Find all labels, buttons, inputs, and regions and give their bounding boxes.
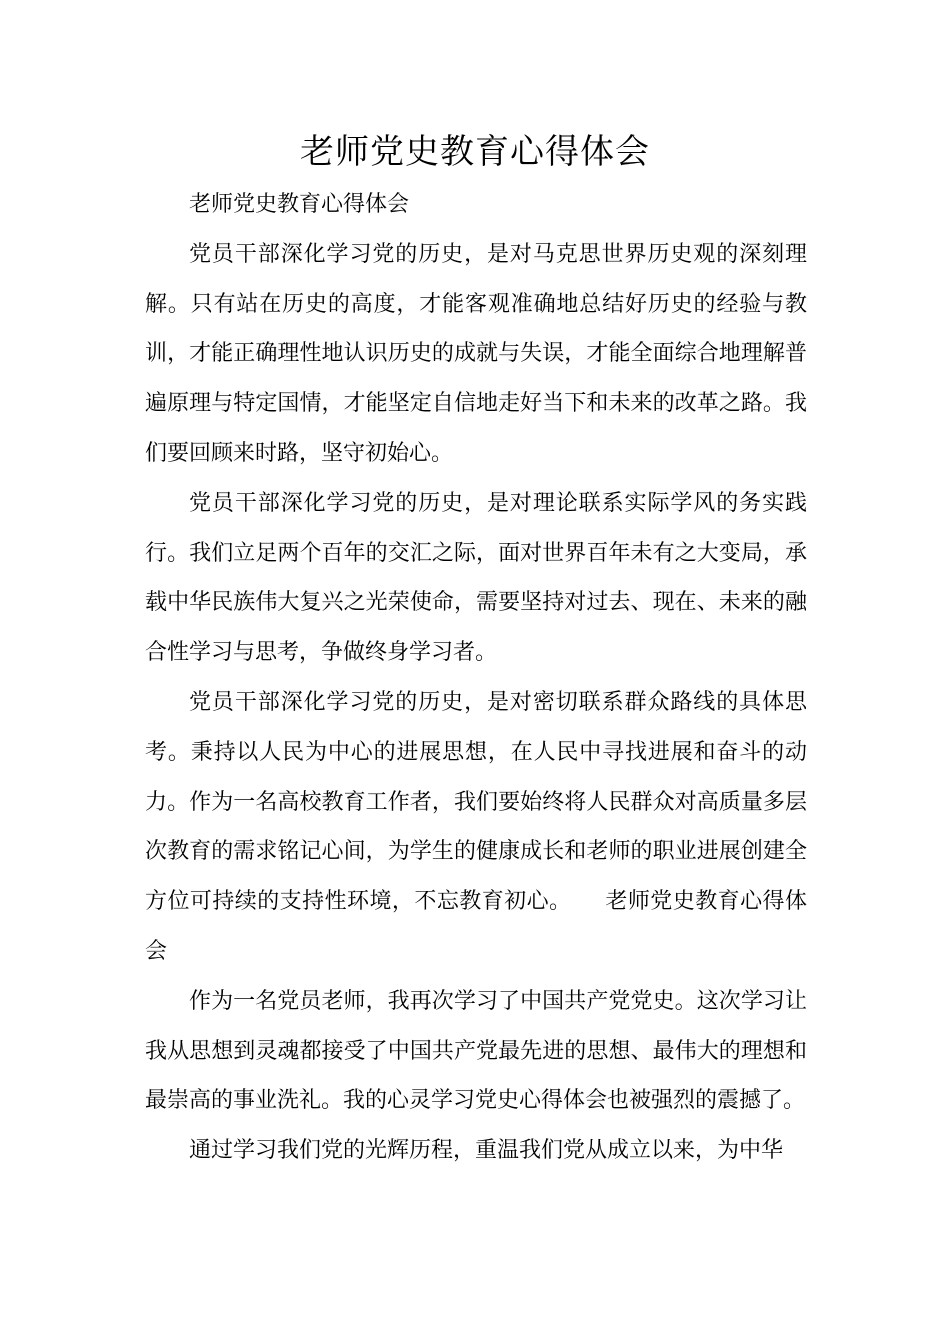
paragraph-5: 通过学习我们党的光辉历程，重温我们党从成立以来，为中华 <box>189 1138 784 1164</box>
document-subtitle: 老师党史教育心得体会 <box>189 192 410 217</box>
paragraph-2: 党员干部深化学习党的历史，是对理论联系实际学风的务实践行。我们立足两个百年的交汇之际，面对世界百年未有之大变局，承载中华民族伟大复兴之光荣使命，需要坚持对过去、现在、未来的融合性学习与思考，争做终身学习者。 <box>145 490 807 666</box>
document-body <box>145 180 807 1176</box>
paragraph-4: 作为一名党员老师，我再次学习了中国共产党党史。这次学习让我从思想到灵魂都接受了中国共产党最先进的思想、最伟大的理想和最崇高的事业洗礼。我的心灵学习党史心得体会也被强烈的震撼了。 <box>145 988 807 1114</box>
paragraph-3: 党员干部深化学习党的历史，是对密切联系群众路线的具体思考。秉持以人民为中心的进展思想，在人民中寻找进展和奋斗的动力。作为一名高校教育工作者，我们要始终将人民群众对高质量多层次教育的需求铭记心间，为学生的健康成长和老师的职业进展创建全方位可持续的支持性环境，不忘教育初心。 老师党史教育心得体会 <box>145 689 807 964</box>
paragraph-1: 党员干部深化学习党的历史，是对马克思世界历史观的深刻理解。只有站在历史的高度，才能客观准确地总结好历史的经验与教训，才能正确理性地认识历史的成就与失误，才能全面综合地理解普遍原理与特定国情，才能坚定自信地走好当下和未来的改革之路。我们要回顾来时路，坚守初始心。 <box>145 241 807 466</box>
document-title: 老师党史教育心得体会 <box>300 132 650 172</box>
